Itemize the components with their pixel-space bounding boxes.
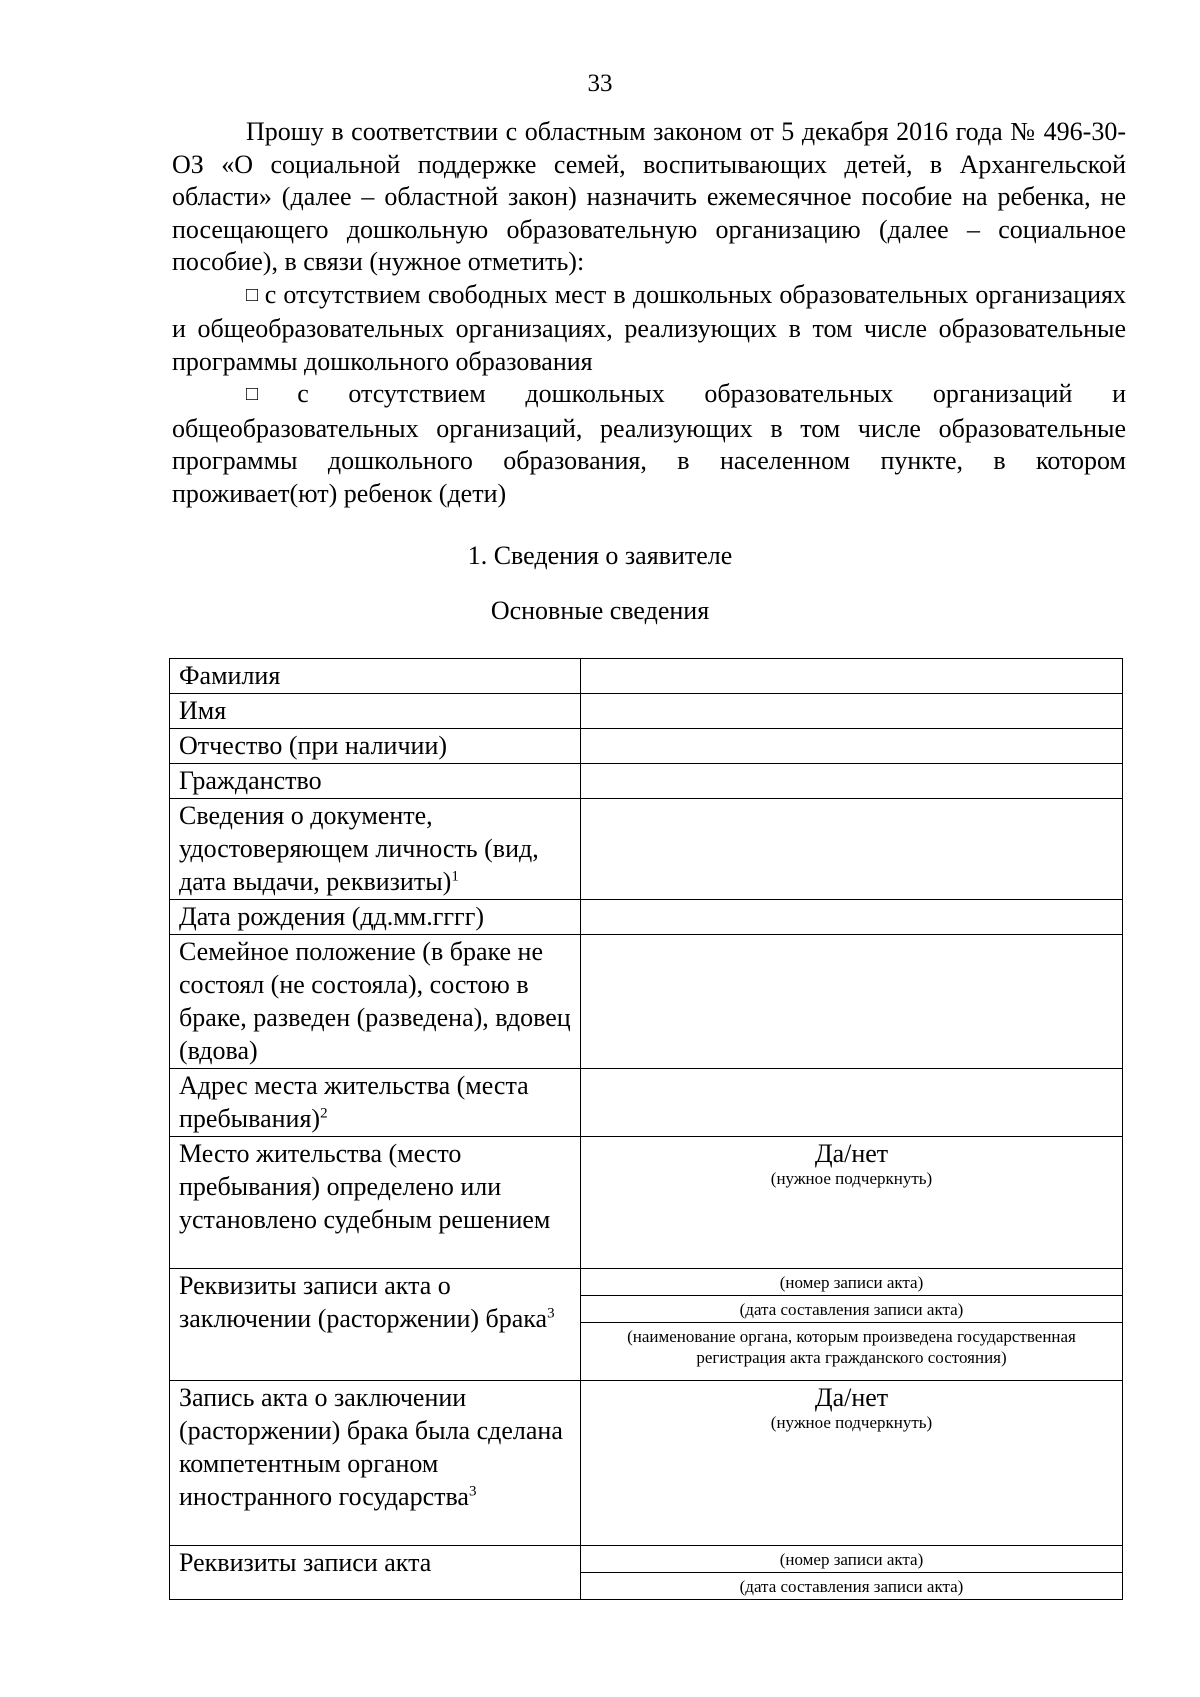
birth-date-field[interactable] — [581, 900, 1123, 935]
surname-field[interactable] — [581, 659, 1123, 694]
yes-no-choice[interactable]: Да/нет — [814, 1383, 889, 1412]
row-label-address — [170, 1069, 581, 1137]
option-text: с отсутствием дошкольных образовательных организаций и общеобразовательных организаций, реализующих в том числе образовательные программы дошкольного образования, в населенном пункте, в котором проживает(ют) ребенок (дети) — [172, 379, 1126, 508]
row-label-name: Имя — [170, 694, 581, 729]
table-row — [170, 694, 1123, 729]
residence-by-court-field[interactable] — [581, 1137, 1123, 1269]
label-text: Запись акта о заключении (расторжении) брака была сделана компетентным органом иностранного государства — [179, 1383, 563, 1511]
row-label-marriage-act-details — [170, 1269, 581, 1381]
table-row — [170, 1269, 1123, 1381]
row-label-identity-document — [170, 799, 581, 900]
footnote-mark: 1 — [451, 868, 459, 885]
table-row — [170, 1069, 1123, 1137]
footnote-mark: 3 — [547, 1305, 555, 1322]
act-date-field[interactable]: (дата составления записи акта) — [581, 1296, 1122, 1323]
table-row — [170, 659, 1123, 694]
citizenship-field[interactable] — [581, 764, 1123, 799]
underline-hint: (нужное подчеркнуть) — [770, 1169, 933, 1188]
subsection-title: Основные сведения — [490, 596, 710, 625]
row-label-citizenship: Гражданство — [170, 764, 581, 799]
address-field[interactable] — [581, 1069, 1123, 1137]
table-row — [170, 1381, 1123, 1546]
identity-document-field[interactable] — [581, 799, 1123, 900]
option-text: с отсутствием свободных мест в дошкольных образовательных организациях и общеобразовательных организациях, реализующих в том числе образовательные программы дошкольного образования — [172, 279, 1126, 376]
act-number-field[interactable]: (номер записи акта) — [581, 1546, 1122, 1573]
table-row — [170, 764, 1123, 799]
option-no-free-places — [172, 279, 1126, 379]
table-row — [170, 729, 1123, 764]
table-row — [170, 935, 1123, 1069]
intro-paragraph: Прошу в соответствии с областным законом от 5 декабря 2016 года № 496-30-ОЗ «О социальной поддержке семей, воспитывающих детей, в Архангельской области» (далее – областной закон) назначить ежемесячное пособие на ребенка, не посещающего дошкольную образовательную организацию (далее – социальное пособие), в связи (нужное отметить): — [172, 117, 1126, 276]
table-row — [170, 799, 1123, 900]
patronymic-field[interactable] — [581, 729, 1123, 764]
table-row — [170, 1546, 1123, 1600]
act-number-field[interactable]: (номер записи акта) — [581, 1269, 1122, 1296]
table-row — [170, 900, 1123, 935]
marital-status-field[interactable] — [581, 935, 1123, 1069]
label-text: Адрес места жительства (места пребывания) — [179, 1071, 529, 1133]
page-number: 33 — [587, 70, 613, 97]
act-date-field[interactable]: (дата составления записи акта) — [739, 1577, 964, 1596]
row-label-patronymic: Отчество (при наличии) — [170, 729, 581, 764]
row-label-marital-status: Семейное положение (в браке не состоял (не состояла), состою в браке, разведен (разведена), вдовец (вдова) — [170, 935, 581, 1069]
row-label-surname: Фамилия — [170, 659, 581, 694]
name-field[interactable] — [581, 694, 1123, 729]
row-label-act-details: Реквизиты записи акта — [170, 1546, 581, 1600]
application-text — [172, 116, 1126, 510]
label-text: Реквизиты записи акта о заключении (расторжении) брака — [179, 1271, 548, 1333]
registration-authority-field[interactable]: (наименование органа, которым произведена государственная регистрация акта гражданского состояния) — [627, 1327, 1076, 1367]
checkbox-icon[interactable]: □ — [246, 383, 292, 405]
marriage-act-details-field — [581, 1269, 1123, 1381]
table-row — [170, 1137, 1123, 1269]
checkbox-icon[interactable]: □ — [246, 283, 259, 306]
act-details-field — [581, 1546, 1123, 1600]
footnote-mark: 2 — [320, 1105, 328, 1122]
label-text: Сведения о документе, удостоверяющем личность (вид, дата выдачи, реквизиты) — [179, 801, 539, 896]
applicant-info-table — [169, 658, 1123, 1600]
row-label-foreign-act — [170, 1381, 581, 1546]
underline-hint: (нужное подчеркнуть) — [770, 1413, 933, 1432]
yes-no-choice[interactable]: Да/нет — [814, 1139, 889, 1168]
footnote-mark: 3 — [468, 1483, 477, 1500]
row-label-residence-by-court: Место жительства (место пребывания) определено или установлено судебным решением — [170, 1137, 581, 1269]
section-title: 1. Сведения о заявителе — [467, 541, 733, 570]
foreign-act-field[interactable] — [581, 1381, 1123, 1546]
row-label-birth-date: Дата рождения (дд.мм.гггг) — [170, 900, 581, 935]
option-no-organizations — [172, 378, 1126, 510]
